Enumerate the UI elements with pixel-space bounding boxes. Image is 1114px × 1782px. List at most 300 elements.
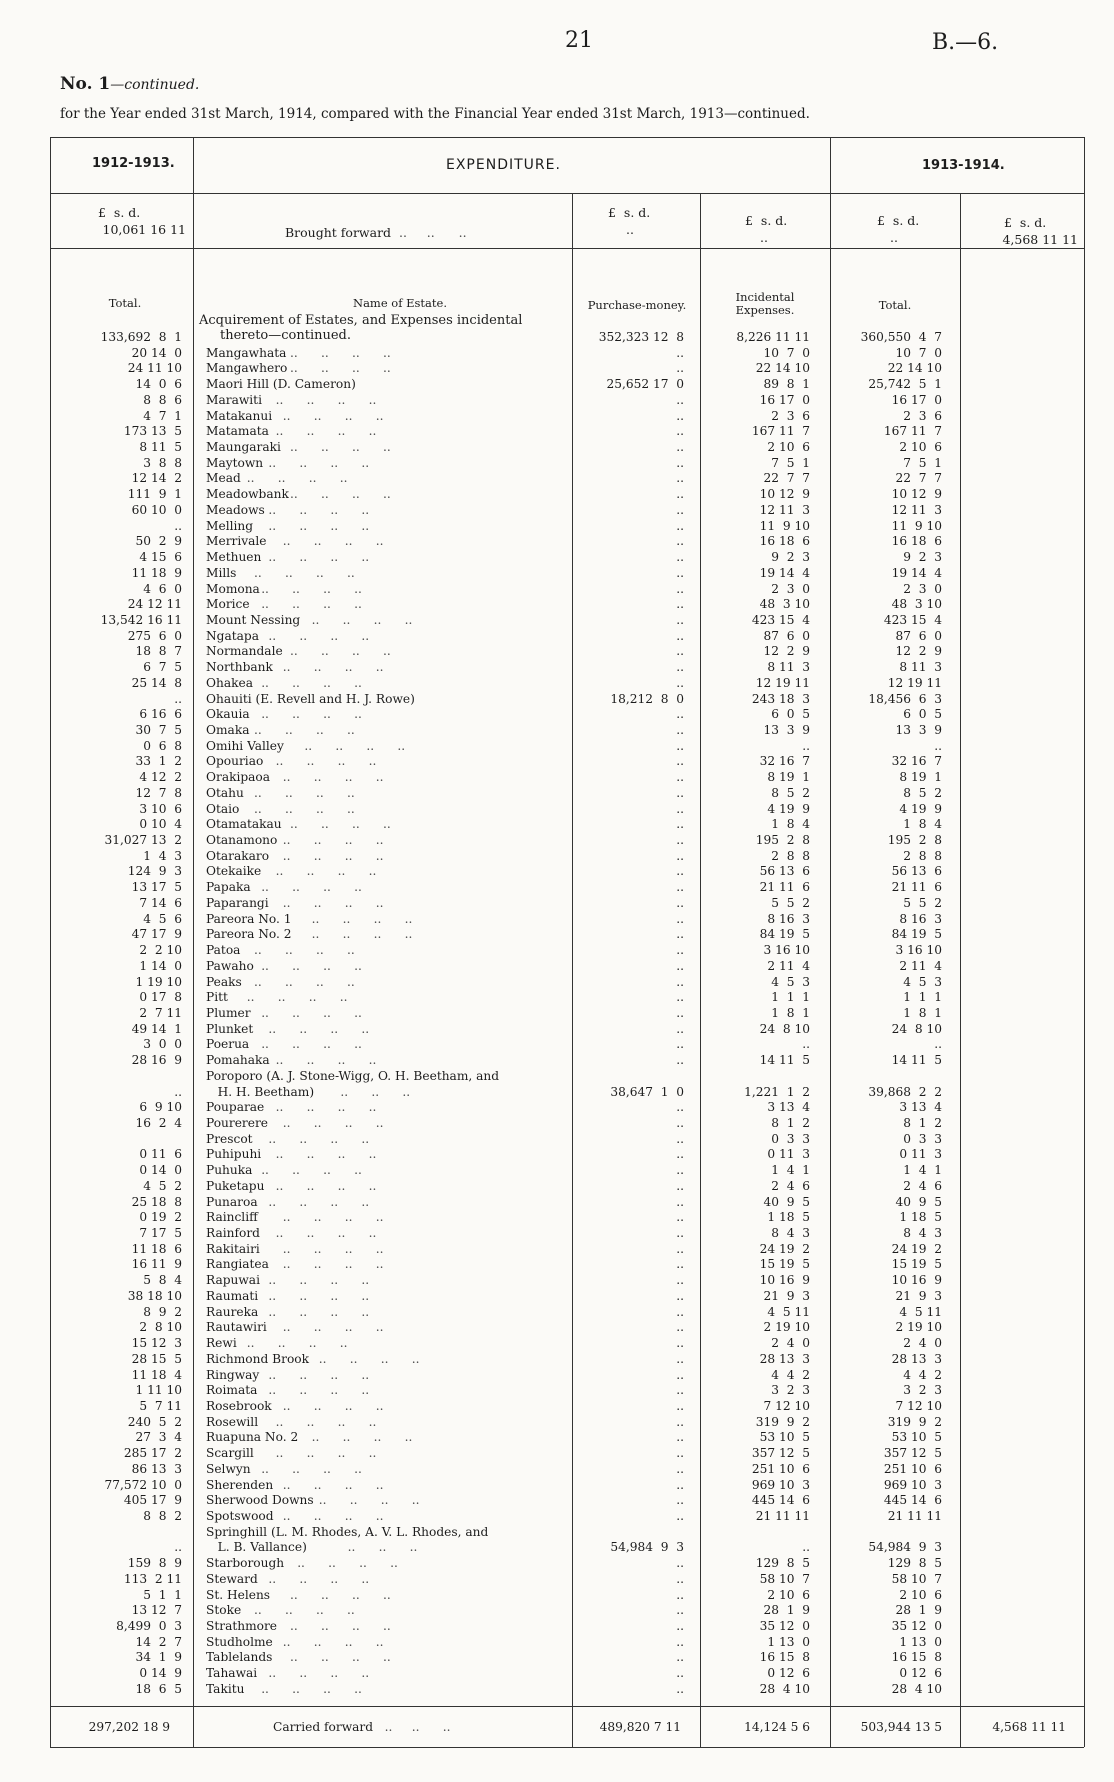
carried-forward-prev-total: 297,202 18 9 [88, 1720, 170, 1734]
incidental-cell: 56 13 6 [759, 864, 810, 879]
total-cell: 2 8 8 [903, 848, 942, 863]
leader-dots: .. .. .. .. [275, 1147, 377, 1162]
leader-dots: .. .. .. .. [261, 597, 362, 612]
table-row [0, 393, 1114, 409]
incidental-cell: 8 5 2 [771, 785, 810, 800]
prev-total-cell: .. [174, 518, 182, 533]
total-cell: 2 3 0 [903, 581, 942, 596]
estate-name-cell: Ringway [206, 1367, 260, 1382]
incidental-cell: 9 2 3 [771, 550, 810, 565]
estate-name-cell: Rewi [206, 1336, 237, 1351]
section-heading: Acquirement of Estates, and Expenses incidental [199, 313, 523, 328]
incidental-cell: 3 16 10 [763, 943, 810, 958]
leader-dots: .. .. .. .. [261, 1681, 362, 1696]
header-year-1913: 1913-1914. [922, 158, 1005, 173]
incidental-cell: 2 4 6 [771, 1178, 810, 1193]
leader-dots: .. .. .. .. [282, 1509, 384, 1523]
purchase-money-cell: .. [676, 361, 684, 376]
estate-name-cell: Springhill (L. M. Rhodes, A. V. L. Rhodes, and [206, 1524, 489, 1539]
purchase-money-cell: .. [676, 471, 684, 486]
leader-dots: .. .. .. .. [254, 1603, 355, 1618]
purchase-money-cell: .. [676, 1619, 684, 1634]
incidental-cell: 423 15 4 [751, 612, 810, 627]
total-cell: 16 18 6 [891, 534, 942, 549]
incidental-cell: 1 13 0 [767, 1634, 810, 1649]
leader-dots: .. .. .. .. [311, 612, 413, 627]
leader-dots: .. .. .. .. [268, 1367, 370, 1382]
table-row [0, 440, 1114, 456]
total-cell: 13 3 9 [895, 723, 942, 737]
incidental-cell: 0 3 3 [771, 1131, 810, 1146]
purchase-money-cell: .. [676, 487, 684, 502]
prev-total-cell: 1 19 10 [135, 974, 182, 989]
prev-total-cell: 2 8 10 [139, 1320, 182, 1335]
purchase-money-cell: .. [676, 1005, 684, 1020]
table-row [0, 330, 1114, 346]
table-row [0, 1053, 1114, 1069]
total-cell: 11 9 10 [891, 518, 942, 533]
estate-name-cell: Meadows [206, 502, 265, 517]
prev-total-cell: 4 15 6 [139, 550, 182, 565]
total-cell: 10 7 0 [895, 345, 942, 360]
leader-dots: .. .. .. .. [290, 345, 391, 360]
leader-dots: .. .. .. .. [246, 1336, 348, 1351]
total-cell: .. [934, 1037, 942, 1052]
document-reference: B.—6. [932, 30, 999, 55]
table-row [0, 1289, 1114, 1305]
incidental-cell: 10 7 0 [763, 345, 810, 360]
table-row [0, 880, 1114, 896]
purchase-money-cell: .. [676, 455, 684, 470]
incidental-cell: 8 11 3 [767, 660, 810, 675]
leader-dots: .. .. .. .. [275, 1446, 377, 1461]
table-row [0, 1430, 1114, 1446]
purchase-money-cell: .. [676, 1351, 684, 1366]
leader-dots: .. .. .. [347, 1540, 418, 1555]
incidental-cell: 251 10 6 [751, 1461, 810, 1476]
estate-name-cell: Stoke [206, 1603, 242, 1618]
incidental-cell: 21 9 3 [763, 1288, 810, 1303]
table-row [0, 1179, 1114, 1195]
purchase-money-cell: .. [676, 1037, 684, 1052]
total-cell: 40 9 5 [895, 1194, 942, 1209]
table-row [0, 613, 1114, 629]
incidental-cell: 1,221 1 2 [744, 1084, 810, 1099]
table-row [0, 1352, 1114, 1368]
prev-total-cell: 1 11 10 [135, 1383, 182, 1398]
total-cell: 14 11 5 [891, 1053, 942, 1068]
total-cell: 1 8 4 [903, 817, 942, 832]
purchase-money-cell: .. [676, 1163, 684, 1178]
leader-dots: .. .. .. .. [282, 895, 384, 910]
incidental-cell: 8 1 2 [771, 1116, 810, 1130]
purchase-money-cell: .. [676, 1446, 684, 1461]
leader-dots: .. .. .. .. [275, 754, 377, 769]
purchase-money-cell: .. [676, 1414, 684, 1429]
table-row [0, 1163, 1114, 1179]
incidental-cell: 357 12 5 [751, 1446, 810, 1461]
table-row [0, 424, 1114, 440]
leader-dots: .. .. .. .. [254, 785, 355, 800]
prev-total-cell: 24 12 11 [127, 597, 182, 612]
page-number: 21 [565, 28, 593, 53]
leader-dots: .. .. .. [340, 1084, 411, 1099]
purchase-money-cell: .. [676, 738, 684, 753]
incidental-cell: 84 19 5 [759, 927, 810, 942]
total-cell: 22 14 10 [887, 361, 942, 376]
prev-total-cell: .. [174, 691, 182, 706]
incidental-cell: 11 9 10 [759, 518, 810, 533]
total-cell: 2 10 6 [899, 440, 942, 455]
purchase-money-cell: .. [676, 1493, 684, 1508]
prev-total-cell: 16 11 9 [131, 1257, 182, 1272]
purchase-money-cell: 38,647 1 0 [610, 1084, 684, 1099]
table-row [0, 1650, 1114, 1666]
prev-total-cell: 50 2 9 [135, 534, 182, 549]
table-row [0, 1257, 1114, 1273]
table-row [0, 503, 1114, 519]
table-row [0, 1085, 1114, 1101]
prev-total-cell: 6 7 5 [143, 660, 182, 675]
estate-name-cell: Otahu [206, 785, 244, 800]
incidental-cell: 3 2 3 [771, 1383, 810, 1398]
incidental-cell: 4 5 3 [771, 974, 810, 989]
prev-total-cell: 0 14 0 [139, 1163, 182, 1178]
leader-dots: .. .. .. .. [246, 990, 348, 1005]
total-cell: 8 1 2 [903, 1116, 942, 1130]
total-cell: 10 16 9 [891, 1273, 942, 1288]
leader-dots: .. .. .. .. [311, 927, 413, 942]
leader-dots: .. .. .. .. [268, 455, 370, 470]
estate-name-cell: Mead [206, 471, 241, 486]
estate-name-cell: Plunket [206, 1021, 254, 1036]
incidental-cell: 243 18 3 [751, 691, 810, 706]
leader-dots: .. .. .. .. [290, 487, 391, 502]
leader-dots: .. .. .. .. [282, 1320, 384, 1335]
carried-forward-purchase: 489,820 7 11 [599, 1720, 681, 1734]
incidental-cell: 129 8 5 [755, 1556, 810, 1571]
incidental-cell: 16 18 6 [759, 534, 810, 549]
leader-dots: .. .. .. .. [268, 1273, 370, 1288]
estate-name-cell: Ngatapa [206, 628, 259, 643]
prev-total-cell: 285 17 2 [123, 1446, 182, 1461]
brought-forward-purchase: .. [626, 222, 634, 237]
estate-name-cell: Mount Nessing [206, 612, 301, 627]
purchase-money-cell: .. [676, 833, 684, 848]
total-cell: 319 9 2 [887, 1414, 942, 1429]
purchase-money-cell: .. [676, 707, 684, 722]
estate-name-cell: Mills [206, 565, 237, 580]
prev-total-cell: 31,027 13 2 [104, 833, 182, 848]
prev-total-cell: 4 12 2 [139, 770, 182, 785]
leader-dots: .. .. .. .. [290, 1619, 391, 1634]
purchase-money-cell: .. [676, 1336, 684, 1351]
purchase-money-cell: .. [676, 785, 684, 800]
prev-total-cell: .. [174, 1540, 182, 1555]
prev-total-cell: 12 7 8 [135, 785, 182, 800]
table-row [0, 770, 1114, 786]
estate-name-cell: Maungaraki [206, 440, 281, 455]
incidental-cell: 16 17 0 [759, 392, 810, 407]
estate-name-cell: Pareora No. 2 [206, 927, 292, 942]
estate-name-cell: Tablelands [206, 1650, 273, 1665]
brought-forward-prev-total: 10,061 16 11 [102, 222, 186, 237]
estate-name-cell: St. Helens [206, 1587, 271, 1602]
purchase-money-cell: .. [676, 770, 684, 785]
table-row [0, 707, 1114, 723]
total-cell: 8 19 1 [899, 770, 942, 785]
total-cell: 4 5 3 [903, 974, 942, 989]
table-row [0, 1147, 1114, 1163]
estate-name-cell: Mangawhata [206, 345, 287, 360]
brought-forward-extra: 4,568 11 11 [1002, 232, 1078, 247]
incidental-cell: 24 19 2 [759, 1241, 810, 1256]
incidental-cell: 28 4 10 [759, 1681, 810, 1696]
table-row [0, 1226, 1114, 1242]
prev-total-cell: 6 16 6 [139, 707, 182, 722]
estate-name-cell: Puketapu [206, 1178, 265, 1193]
estate-name-cell: Puhuka [206, 1163, 253, 1178]
col-head-total: Total. [878, 298, 912, 312]
purchase-money-cell: .. [676, 675, 684, 690]
currency-header: £ s. d. [1004, 215, 1047, 230]
leader-dots: .. .. .. .. [268, 1304, 370, 1319]
table-row [0, 1100, 1114, 1116]
leader-dots: .. .. .. .. [290, 817, 391, 832]
prev-total-cell: 159 8 9 [127, 1556, 182, 1571]
purchase-money-cell: .. [676, 1241, 684, 1256]
incidental-cell: 0 11 3 [767, 1147, 810, 1162]
purchase-money-cell: 18,212 8 0 [610, 691, 684, 706]
purchase-money-cell: .. [676, 660, 684, 675]
table-row [0, 629, 1114, 645]
estate-name-cell: Rosebrook [206, 1398, 272, 1413]
estate-name-cell: Plumer [206, 1005, 251, 1020]
estate-name-cell: Meadowbank [206, 487, 289, 502]
table-row [0, 1556, 1114, 1572]
purchase-money-cell: .. [676, 1226, 684, 1241]
prev-total-cell: 8 11 5 [139, 440, 182, 455]
total-cell: 15 19 5 [891, 1257, 942, 1272]
incidental-cell: 167 11 7 [751, 424, 810, 439]
table-row [0, 833, 1114, 849]
estate-name-cell: Opouriao [206, 754, 264, 769]
prev-total-cell: 15 12 3 [131, 1336, 182, 1351]
estate-name-cell: Otaio [206, 801, 240, 816]
col-head-purchase: Purchase-money. [587, 298, 687, 312]
prev-total-cell: 1 4 3 [143, 848, 182, 863]
table-row [0, 990, 1114, 1006]
prev-total-cell: 7 17 5 [139, 1226, 182, 1241]
estate-name-cell: Pomahaka [206, 1053, 270, 1068]
estate-name-cell: Northbank [206, 660, 273, 675]
prev-total-cell: 3 0 0 [143, 1037, 182, 1052]
prev-total-cell: 3 8 8 [143, 455, 182, 470]
leader-dots: .. .. .. .. [254, 565, 355, 580]
total-cell: 167 11 7 [883, 424, 942, 439]
total-cell: 0 12 6 [899, 1666, 942, 1681]
purchase-money-cell: .. [676, 612, 684, 627]
leader-dots: .. .. .. .. [254, 943, 355, 958]
prev-total-cell: 0 17 8 [139, 990, 182, 1005]
leader-dots: .. .. .. .. [261, 1163, 362, 1178]
total-cell: 1 1 1 [903, 990, 942, 1005]
prev-total-cell: 5 1 1 [143, 1587, 182, 1602]
currency-header: £ s. d. [608, 205, 651, 220]
incidental-cell: 4 4 2 [771, 1367, 810, 1382]
prev-total-cell: 33 1 2 [135, 754, 182, 769]
incidental-cell: 2 10 6 [767, 1587, 810, 1602]
table-row [0, 959, 1114, 975]
leader-dots: .. .. .. .. [275, 1178, 377, 1193]
total-cell: 12 19 11 [887, 675, 942, 690]
leader-dots: .. .. .. .. [290, 644, 391, 659]
total-cell: 21 9 3 [895, 1288, 942, 1303]
table-row [0, 1415, 1114, 1431]
incidental-cell: 40 9 5 [763, 1194, 810, 1209]
col-head-incidental: Incidental Expenses. [735, 290, 795, 317]
leader-dots: .. .. .. .. [275, 1053, 377, 1068]
purchase-money-cell: .. [676, 1257, 684, 1272]
leader-dots: .. .. .. .. [261, 958, 362, 973]
table-row [0, 1603, 1114, 1619]
prev-total-cell: 14 0 6 [135, 377, 182, 392]
prev-total-cell: 405 17 9 [123, 1493, 182, 1508]
purchase-money-cell: .. [676, 1571, 684, 1586]
total-cell: 251 10 6 [883, 1461, 942, 1476]
total-cell: 2 3 6 [903, 408, 942, 423]
incidental-cell: 1 18 5 [767, 1210, 810, 1225]
prev-total-cell: 13 17 5 [131, 880, 182, 895]
estate-name-cell: Tahawai [206, 1666, 258, 1681]
leader-dots: .. .. .. .. [268, 1194, 370, 1209]
estate-name-cell: H. H. Beetham) [206, 1084, 315, 1099]
prev-total-cell: 60 10 0 [131, 502, 182, 517]
incidental-cell: 53 10 5 [759, 1430, 810, 1445]
table-row [0, 1132, 1114, 1148]
incidental-cell: 2 3 6 [771, 408, 810, 423]
prev-total-cell: 173 13 5 [123, 424, 182, 439]
table-row [0, 566, 1114, 582]
total-cell: 8 4 3 [903, 1226, 942, 1241]
estate-name-cell: Strathmore [206, 1619, 278, 1634]
estate-name-cell: Puhipuhi [206, 1147, 262, 1162]
prev-total-cell: 28 16 9 [131, 1053, 182, 1068]
purchase-money-cell: .. [676, 1634, 684, 1649]
incidental-cell: 1 1 1 [771, 990, 810, 1005]
table-row [0, 676, 1114, 692]
prev-total-cell: 8 8 6 [143, 392, 182, 407]
estate-name-cell: Studholme [206, 1634, 273, 1649]
total-cell: 5 5 2 [903, 895, 942, 910]
table-row [0, 456, 1114, 472]
purchase-money-cell: .. [676, 1398, 684, 1413]
leader-dots: .. .. .. .. [311, 1430, 413, 1445]
estate-name-cell: Mangawhero [206, 361, 288, 376]
table-subtitle: for the Year ended 31st March, 1914, compared with the Financial Year ended 31st March, 1913—continued. [60, 106, 810, 122]
table-row [0, 1462, 1114, 1478]
purchase-money-cell: .. [676, 408, 684, 423]
leader-dots: .. .. .. .. [297, 1556, 398, 1571]
leader-dots: .. .. .. .. [282, 1241, 384, 1256]
table-row [0, 1305, 1114, 1321]
prev-total-cell: 124 9 3 [127, 864, 182, 879]
prev-total-cell: 20 14 0 [131, 345, 182, 360]
table-row [0, 1509, 1114, 1525]
prev-total-cell: 13 12 7 [131, 1603, 182, 1618]
leader-dots: .. .. .. .. [282, 1477, 384, 1492]
table-row [0, 1022, 1114, 1038]
total-cell: 357 12 5 [883, 1446, 942, 1461]
table-row [0, 660, 1114, 676]
prev-total-cell: 25 18 8 [131, 1194, 182, 1209]
incidental-cell: 12 2 9 [763, 644, 810, 659]
purchase-money-cell: .. [676, 723, 684, 737]
carried-forward-incidental: 14,124 5 6 [744, 1720, 810, 1734]
brought-forward-rule [50, 248, 1084, 249]
table-row [0, 754, 1114, 770]
purchase-money-cell: .. [676, 1509, 684, 1523]
leader-dots: .. .. .. .. [261, 675, 362, 690]
incidental-cell: 19 14 4 [759, 565, 810, 580]
prev-total-cell: 5 7 11 [139, 1398, 182, 1413]
total-cell: 8 11 3 [899, 660, 942, 675]
table-row [0, 582, 1114, 598]
estate-name-cell: Pawaho [206, 958, 254, 973]
total-cell: 2 4 6 [903, 1178, 942, 1193]
incidental-cell: 14 11 5 [759, 1053, 810, 1068]
incidental-cell: .. [802, 738, 810, 753]
total-cell: 445 14 6 [883, 1493, 942, 1508]
estate-name-cell: Prescot [206, 1131, 253, 1146]
incidental-cell: 16 15 8 [759, 1650, 810, 1665]
leader-dots: .. .. .. .. [261, 1461, 362, 1476]
incidental-cell: 48 3 10 [759, 597, 810, 612]
total-cell: 4 4 2 [903, 1367, 942, 1382]
leader-dots: .. .. .. .. [311, 911, 413, 926]
col-head-total-prev: Total. [108, 296, 142, 310]
table-row [0, 1383, 1114, 1399]
purchase-money-cell: .. [676, 1430, 684, 1445]
table-row [0, 1635, 1114, 1651]
table-row [0, 739, 1114, 755]
leader-dots: .. .. .. .. [254, 723, 355, 737]
leader-dots: .. .. .. .. [275, 1226, 377, 1241]
prev-total-cell: 38 18 10 [127, 1288, 182, 1303]
estate-name-cell: Matakanui [206, 408, 273, 423]
purchase-money-cell: .. [676, 565, 684, 580]
table-row [0, 1540, 1114, 1556]
purchase-money-cell: .. [676, 440, 684, 455]
carried-forward-top-rule [50, 1706, 1084, 1707]
leader-dots: .. .. .. .. [268, 1288, 370, 1303]
purchase-money-cell: .. [676, 1100, 684, 1115]
leader-dots: .. .. .. .. [268, 550, 370, 565]
purchase-money-cell: .. [676, 1587, 684, 1602]
incidental-cell: 10 16 9 [759, 1273, 810, 1288]
purchase-money-cell: .. [676, 550, 684, 565]
leader-dots: .. .. .. .. [318, 1351, 420, 1366]
purchase-money-cell: .. [676, 927, 684, 942]
table-row [0, 1619, 1114, 1635]
table-row [0, 723, 1114, 739]
incidental-cell: 0 12 6 [767, 1666, 810, 1681]
table-row [0, 409, 1114, 425]
estate-name-cell: Ohauiti (E. Revell and H. J. Rowe) [206, 691, 415, 706]
total-cell: 32 16 7 [891, 754, 942, 769]
purchase-money-cell: .. [676, 1367, 684, 1382]
estate-name-cell: Starborough [206, 1556, 285, 1571]
